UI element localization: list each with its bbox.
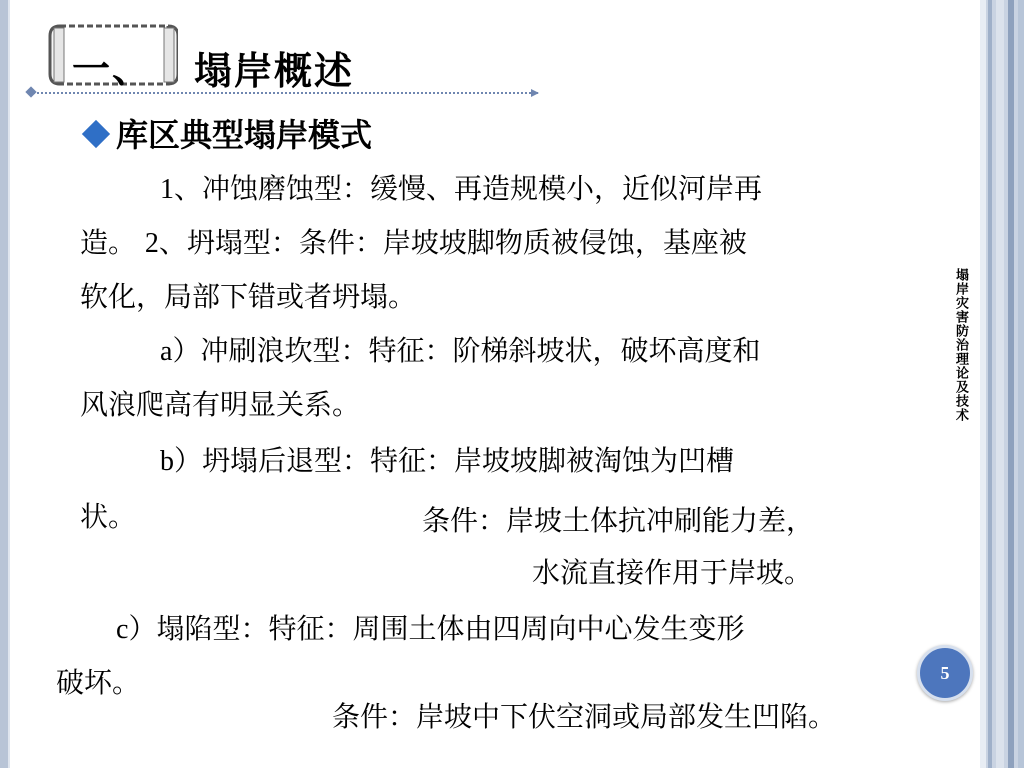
diamond-bullet-icon	[82, 120, 110, 148]
body-line-5: 风浪爬高有明显关系。	[80, 388, 361, 421]
page-number-badge: 5	[917, 645, 973, 701]
body-line-7: 状。	[80, 500, 137, 533]
right-decorative-stripes	[980, 0, 1024, 768]
item-1-label: 1	[160, 174, 174, 205]
section-heading-text: 库区典型塌岸模式	[116, 116, 373, 154]
title-number: 一、	[72, 47, 153, 91]
item-c-label: c	[116, 614, 129, 645]
item-c-text: ）塌陷型：特征：周围土体由四周向中心发生变形	[128, 612, 745, 645]
body-line-12: 条件：岸坡中下伏空洞或局部发生凹陷。	[332, 700, 837, 733]
divider-left-diamond	[25, 86, 36, 97]
body-line-1	[160, 172, 762, 207]
body-line-9: 水流直接作用于岸坡。	[532, 556, 813, 589]
item-2-label: 2	[144, 228, 159, 259]
divider-right-arrow	[531, 89, 539, 97]
title-divider	[30, 92, 538, 94]
item-1-text: 、冲蚀磨蚀型：缓慢、再造规模小，近似河岸再	[174, 172, 763, 205]
body-line-6	[160, 444, 734, 479]
side-vertical-title: 塌岸灾害防治理论及技术	[953, 268, 968, 422]
section-heading	[86, 110, 372, 156]
body-line-10	[116, 612, 744, 647]
body-line-2	[80, 226, 747, 261]
item-a-label: a	[160, 336, 173, 367]
item-1-text-end: 造。	[80, 226, 137, 259]
item-b-label: b	[160, 446, 174, 477]
left-border	[0, 0, 8, 768]
item-b-text: ）坍塌后退型：特征：岸坡坡脚被淘蚀为凹槽	[174, 444, 735, 477]
body-line-8: 条件：岸坡土体抗冲刷能力差，	[422, 504, 815, 537]
item-2-text: 、坍塌型：条件：岸坡坡脚物质被侵蚀，基座被	[158, 226, 747, 259]
page-title: 塌岸概述	[194, 49, 355, 93]
body-line-3: 软化，局部下错或者坍塌。	[80, 280, 417, 313]
body-line-4	[160, 334, 760, 369]
body-line-11: 破坏。	[56, 666, 141, 699]
item-a-text: ）冲刷浪坎型：特征：阶梯斜坡状，破坏高度和	[172, 334, 761, 367]
